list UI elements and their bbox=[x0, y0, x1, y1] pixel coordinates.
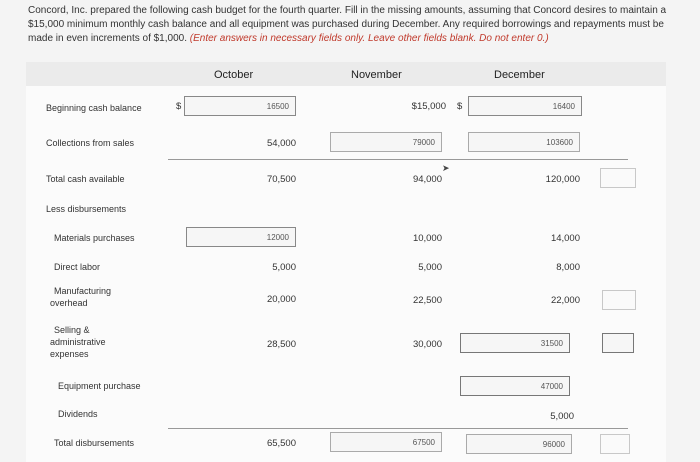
nov-collections-input[interactable]: 79000 bbox=[330, 132, 442, 152]
nov-total-disb-input[interactable]: 67500 bbox=[330, 432, 442, 452]
dec-mfg-overhead-value: 22,000 bbox=[550, 295, 580, 306]
sga-label-line2: administrative bbox=[50, 337, 106, 347]
dec-total-available-value: 120,000 bbox=[545, 174, 580, 185]
materials-label: Materials purchases bbox=[54, 233, 135, 243]
oct-direct-labor-value: 5,000 bbox=[272, 262, 296, 273]
mfg-overhead-label bbox=[50, 285, 112, 309]
extra-sga-input[interactable] bbox=[602, 333, 634, 353]
mfg-overhead-label-line2: overhead bbox=[50, 298, 88, 308]
total-disbursements-label: Total disbursements bbox=[54, 438, 135, 448]
problem-instructions bbox=[28, 4, 678, 46]
oct-sga-value: 28,500 bbox=[266, 339, 296, 350]
entry-instruction: (Enter answers in necessary fields only. Leave other fields blank. Do not enter 0.) bbox=[189, 33, 549, 44]
subtotal-rule bbox=[168, 159, 628, 160]
oct-total-available-value: 70,500 bbox=[266, 174, 296, 185]
oct-mfg-overhead-value: 20,000 bbox=[266, 294, 296, 305]
extra-total-available-input[interactable] bbox=[600, 168, 636, 188]
beginning-cash-label: Beginning cash balance bbox=[46, 103, 142, 113]
dollar-sign: $ bbox=[457, 101, 463, 112]
dec-dividends-value: 5,000 bbox=[550, 411, 574, 422]
dec-materials-value: 14,000 bbox=[550, 233, 580, 244]
less-disbursements-label: Less disbursements bbox=[46, 204, 127, 214]
nov-sga-value: 30,000 bbox=[412, 339, 442, 350]
extra-mfg-overhead-input[interactable] bbox=[602, 290, 636, 310]
total-available-label: Total cash available bbox=[46, 174, 125, 184]
dividends-label: Dividends bbox=[58, 409, 98, 419]
sga-label-line1: Selling & bbox=[54, 325, 90, 335]
nov-mfg-overhead-value: 22,500 bbox=[412, 295, 442, 306]
oct-materials-input[interactable]: 12000 bbox=[186, 227, 296, 247]
dec-sga-input[interactable]: 31500 bbox=[460, 333, 570, 353]
sga-label bbox=[50, 324, 106, 360]
november-header: November bbox=[351, 69, 402, 81]
column-header-band bbox=[26, 62, 666, 86]
equipment-label: Equipment purchase bbox=[58, 381, 141, 391]
mfg-overhead-label-line1: Manufacturing bbox=[54, 286, 112, 296]
oct-beginning-cash-input[interactable]: 16500 bbox=[184, 96, 296, 116]
direct-labor-label: Direct labor bbox=[54, 262, 101, 272]
december-header: December bbox=[494, 69, 545, 81]
oct-collections-value: 54,000 bbox=[266, 138, 296, 149]
oct-total-disb-value: 65,500 bbox=[266, 438, 296, 449]
dec-collections-input[interactable]: 103600 bbox=[468, 132, 580, 152]
nov-total-available-value: 94,000 bbox=[412, 174, 442, 185]
dollar-sign: $ bbox=[176, 101, 182, 112]
dec-direct-labor-value: 8,000 bbox=[556, 262, 580, 273]
sga-label-line3: expenses bbox=[50, 349, 89, 359]
october-header: October bbox=[214, 69, 254, 81]
nov-beginning-cash-value: $15,000 bbox=[411, 101, 446, 112]
dec-total-disb-input[interactable]: 96000 bbox=[466, 434, 572, 454]
total-rule bbox=[168, 428, 628, 429]
dec-beginning-cash-input[interactable]: 16400 bbox=[468, 96, 582, 116]
cursor-arrow-icon: ➤ bbox=[442, 163, 450, 173]
problem-text: Concord, Inc. prepared the following cash budget for the fourth quarter. Fill in the missing amounts, assuming that Concord desires to maintain a $15,000 minimum monthly cash balance and all equipment was purchased during December. Any required borrowings and repayments must be made in even increments of $1,000. bbox=[28, 5, 667, 44]
collections-label: Collections from sales bbox=[46, 138, 135, 148]
nov-direct-labor-value: 5,000 bbox=[418, 262, 442, 273]
dec-equipment-input[interactable]: 47000 bbox=[460, 376, 570, 396]
nov-materials-value: 10,000 bbox=[412, 233, 442, 244]
cash-budget-table bbox=[26, 62, 666, 462]
extra-total-disb-input[interactable] bbox=[600, 434, 630, 454]
